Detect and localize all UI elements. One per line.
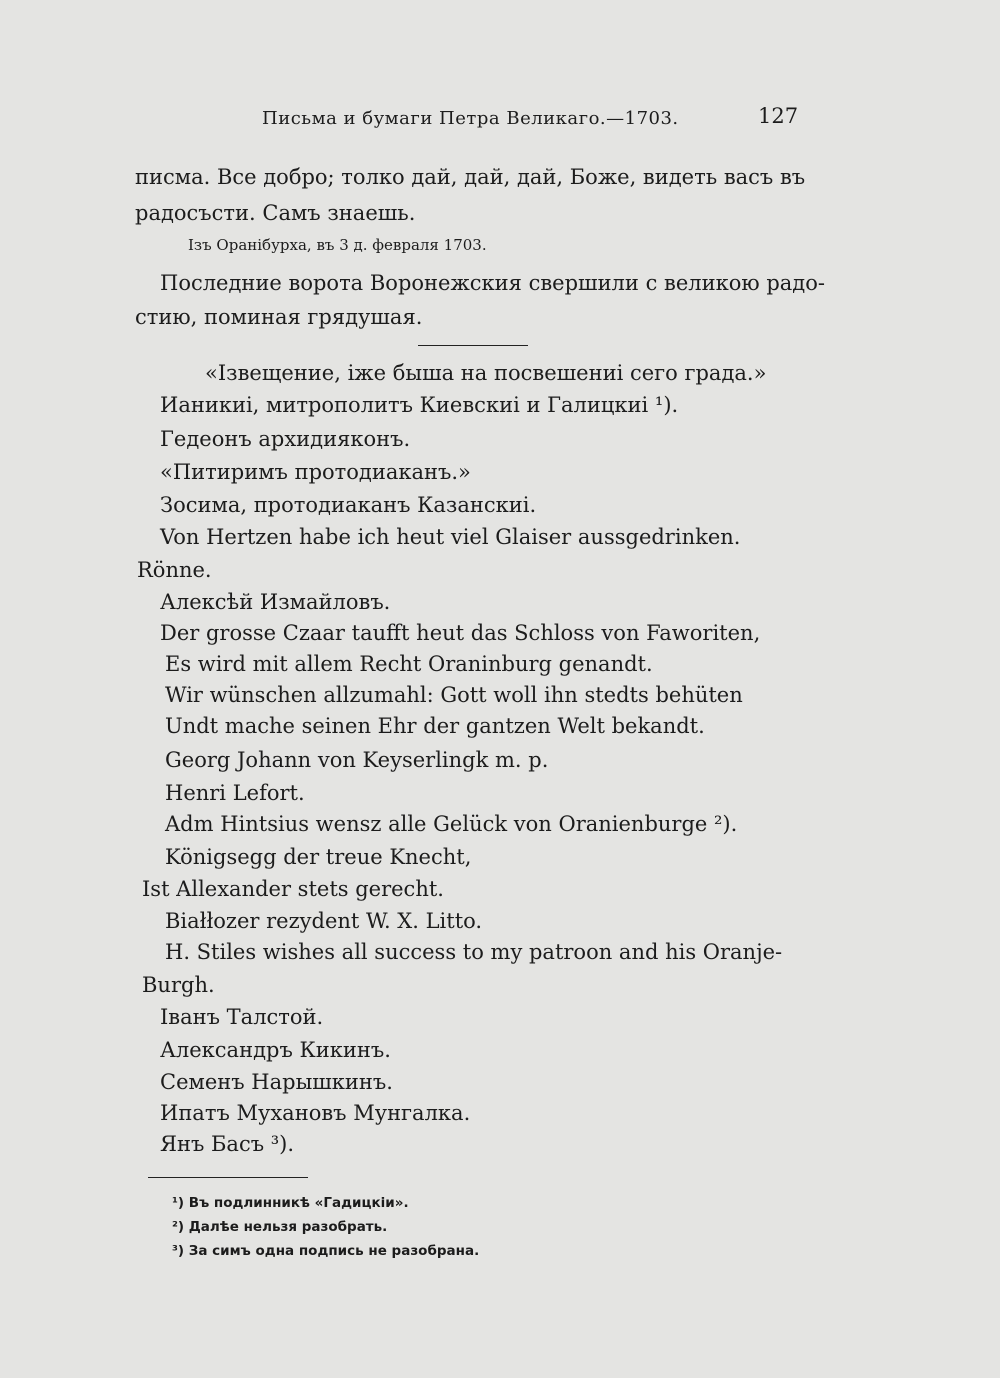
- letter-line: писма. Все добро; толко дай, дай, дай, Боже, видеть васъ въ: [135, 165, 806, 189]
- signature-line: Burgh.: [142, 973, 215, 997]
- signature-line: Es wird mit allem Recht Oraninburg genandt.: [165, 652, 653, 676]
- note-line: стию, поминая грядушая.: [135, 305, 423, 329]
- signature-line: Алексѣй Измайловъ.: [160, 590, 391, 614]
- signature-line: Александръ Кикинъ.: [160, 1038, 391, 1062]
- footnote: ²) Далѣе нельзя разобрать.: [172, 1219, 388, 1235]
- footnote-divider: [148, 1177, 308, 1178]
- footnote: ³) За симъ одна подпись не разобрана.: [172, 1243, 480, 1259]
- signature-line: Henri Lefort.: [165, 781, 305, 805]
- signature-line: Königsegg der treue Knecht,: [165, 845, 472, 869]
- place-date: Iзъ Оранiбурха, въ 3 д. февраля 1703.: [188, 236, 487, 254]
- signature-line: Von Hertzen habe ich heut viel Glaiser aussgedrinken.: [160, 525, 741, 549]
- signature-line: Adm Hintsius wensz alle Gelück von Oranienburge ²).: [165, 812, 738, 836]
- signature-line: Гедеонъ архидияконъ.: [160, 427, 411, 451]
- signature-line: Семенъ Нарышкинъ.: [160, 1070, 393, 1094]
- signature-line: Georg Johann von Keyserlingk m. p.: [165, 748, 549, 772]
- footnote: ¹) Въ подлинникѣ «Гадицкiи».: [172, 1195, 409, 1211]
- signature-line: Ипатъ Мухановъ Мунгалка.: [160, 1101, 471, 1125]
- signature-line: Wir wünschen allzumahl: Gott woll ihn stedts behüten: [165, 683, 743, 707]
- signature-line: Undt mache seinen Ehr der gantzen Welt bekandt.: [165, 714, 705, 738]
- running-title: Письма и бумаги Петра Великаго.—1703.: [262, 108, 679, 129]
- page-number: 127: [758, 104, 799, 128]
- signature-line: H. Stiles wishes all success to my patroon and his Oranje-: [165, 940, 783, 964]
- note-line: Последние ворота Воронежския свершили с великою радо-: [160, 271, 825, 295]
- signature-line: Ианикиi, митрополитъ Киевскиi и Галицкиi ¹).: [160, 393, 679, 417]
- signature-line: Iванъ Талстой.: [160, 1005, 324, 1029]
- signature-line: Białłozer rezydent W. X. Litto.: [165, 909, 483, 933]
- signature-line: Ist Allexander stets gerecht.: [142, 877, 444, 901]
- letter-line: радосъсти. Самъ знаешь.: [135, 201, 416, 225]
- signature-line: Der grosse Czaar taufft heut das Schloss von Faworiten,: [160, 621, 761, 645]
- section-divider: [418, 345, 528, 346]
- signature-line: Янъ Басъ ³).: [160, 1132, 295, 1156]
- signature-line: Rönne.: [137, 558, 212, 582]
- signature-line: Зосима, протодиаканъ Казанскиi.: [160, 493, 537, 517]
- signature-line: «Питиримъ протодиаканъ.»: [160, 460, 471, 484]
- signatures-title: «Iзвещение, iже быша на посвешениi сего града.»: [205, 361, 767, 385]
